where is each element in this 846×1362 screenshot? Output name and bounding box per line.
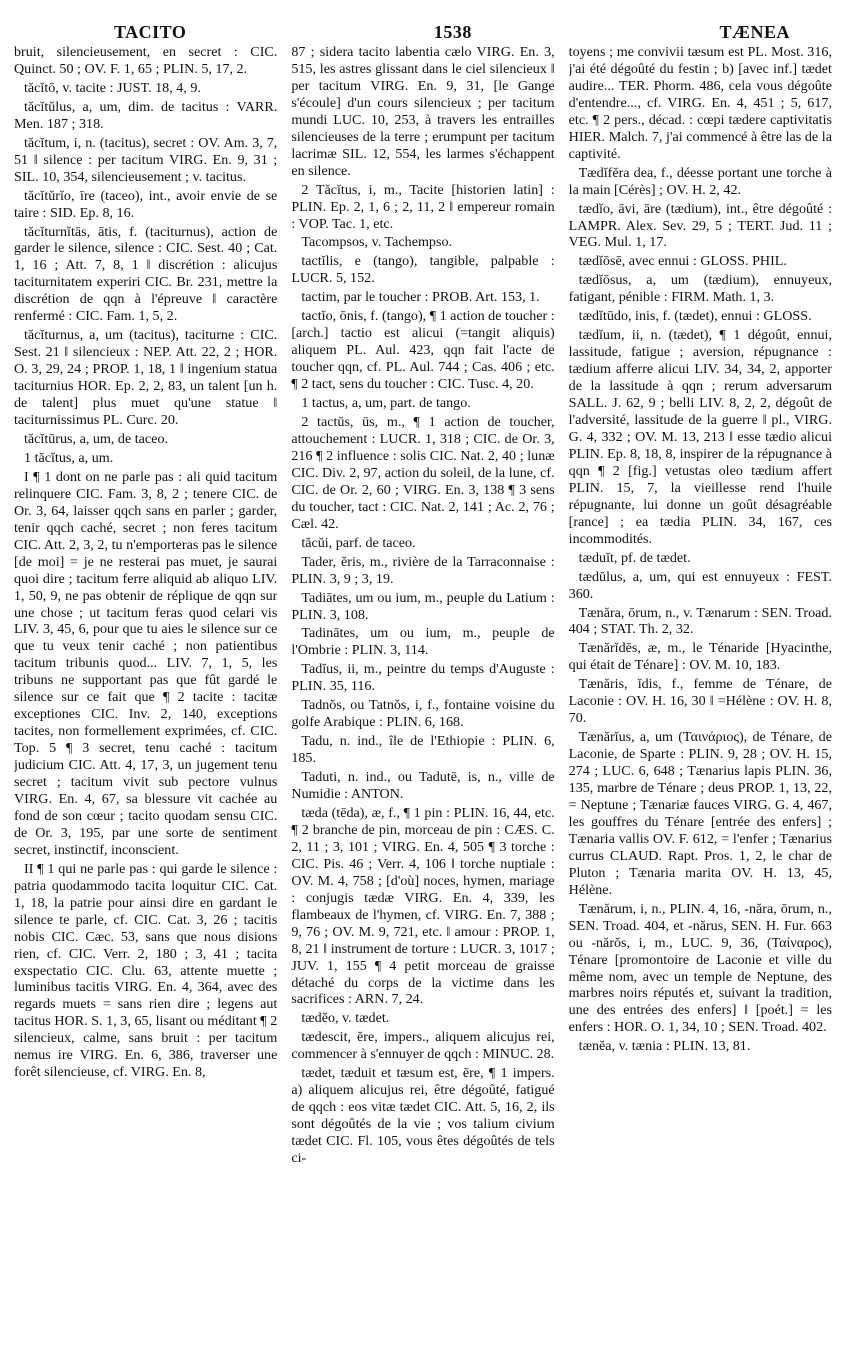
dictionary-entry: 2 tactŭs, ūs, m., ¶ 1 action de toucher, attouchement : LUCR. 1, 318 ; CIC. de Or. 3, 216 ¶ 2 influence : solis CIC. Nat. 2, 40 ; lunæ CIC. Div. 2, 97, action du soleil, de la lune, cf. CIC. de Or. 2, 60 ; VIRG. En. 3, 138 ¶ 3 sens du toucher, tact : CIC. Nat. 2, 141 ; Ac. 2, 76 ; Cæl. 42. bbox=[291, 414, 555, 532]
dictionary-entry: Tænărĭdēs, æ, m., le Ténaride [Hyacinthe, qui était de Ténare] : OV. M. 10, 183. bbox=[568, 640, 832, 674]
dictionary-entry: tăcŭi, parf. de taceo. bbox=[301, 534, 416, 551]
dictionary-entry: tactĭlis, e (tango), tangible, palpable : LUCR. 5, 152. bbox=[291, 253, 555, 287]
dictionary-entry: II ¶ 1 qui ne parle pas : qui garde le silence : patria quodammodo tacita loquitur CIC. Cat. 1, 18, la patrie pour ainsi dire en gardant le silence te parle, cf. CIC. Cat. 3, 26 ; tacitis nobis CIC. Cæc. 53, sans que nous disions rien, cf. CIC. Verr. 2, 180 ; 3, 41 ; tacita exspectatio CIC. Clu. 63, attente muette ; luminibus tacitis VIRG. En. 4, 364, avec des regards muets = sans rien dire ; legens aut tacitus HOR. S. 1, 3, 65, lisant ou méditant ¶ 2 silencieux, calme, sans bruit : per tacitum nemus ire VIRG. En. 6, 386, traverser une forêt silencieuse, cf. VIRG. En. 8, bbox=[14, 860, 278, 1081]
dictionary-entry: tăcĭturnĭtās, ātis, f. (taciturnus), action de garder le silence, silence : CIC. Sest. 40 ; Cat. 1, 16 ; Att. 7, 8, 1 ‖ discrétion : alicujus taciturnitatem experiri CIC. Br. 231, mettre la discrétion de qqn à l'épreuve ‖ caractère renfermé : CIC. Fam. 1, 5, 2. bbox=[14, 223, 278, 325]
column-middle bbox=[291, 44, 554, 1344]
column-right bbox=[569, 44, 832, 1344]
dictionary-entry: tædĕo, v. tædet. bbox=[301, 1010, 390, 1027]
dictionary-entry: tædĭum, ii, n. (tædet), ¶ 1 dégoût, ennui, lassitude, fatigue ; aversion, répugnance : tædium afferre alicui LIV. 34, 34, 2, apporter de la lassitude à qqn ; rerum adversarum SALL. J. 62, 9 ; belli LIV. 8, 2, 2, dégoût de l'adversité, lassitude de la guerre ‖ pl., VIRG. G. 4, 332 ; OV. M. 13, 213 ‖ esse tædio alicui PLIN. Ep. 8, 18, 8, inspirer de la répugnance à qqn ¶ 2 [fig.] vetustas oleo tædium affert PLIN. 15, 7, la vieillesse rend l'huile répugnante, lui donne un goût désagréable [rance] ; ea tædia PLIN. 34, 167, ces incommodités. bbox=[568, 327, 832, 547]
dictionary-entry: tactĭo, ōnis, f. (tango), ¶ 1 action de toucher : [arch.] tactio est alicui (=tangit aliquis) aliquem PL. Aul. 423, qqn fait l'acte de toucher qqn, cf. PL. Aul. 744 ; Cas. 406 ; etc. ¶ 2 tact, sens du toucher : CIC. Tusc. 4, 20. bbox=[291, 308, 555, 393]
dictionary-entry: Taduti, n. ind., ou Tadutē, is, n., ville de Numidie : ANTON. bbox=[291, 769, 555, 803]
dictionary-entry: tædĭōsus, a, um (tædium), ennuyeux, fatigant, pénible : FIRM. Math. 1, 3. bbox=[568, 272, 832, 306]
dictionary-entry: Tænăra, ōrum, n., v. Tænarum : SEN. Troad. 404 ; STAT. Th. 2, 32. bbox=[568, 604, 832, 638]
dictionary-entry: tædŭlus, a, um, qui est ennuyeux : FEST. 360. bbox=[568, 568, 832, 602]
dictionary-entry: Tænăris, ĭdis, f., femme de Ténare, de Laconie : OV. H. 16, 30 ‖ =Hélène : OV. H. 8, 70. bbox=[568, 676, 832, 727]
dictionary-entry: 1 tactus, a, um, part. de tango. bbox=[301, 395, 471, 412]
dictionary-entry: Tader, ĕris, m., rivière de la Tarraconnaise : PLIN. 3, 9 ; 3, 19. bbox=[291, 553, 555, 587]
dictionary-entry: toyens ; me convivii tæsum est PL. Most. 316, j'ai été dégoûté du festin ; b) [avec inf.] tædet audire... TER. Phorm. 486, cela vous dégoûte d'entendre..., cf. VIRG. En. 4, 451 ; 5, 617, etc. ¶ 2 pers., décad. : cœpi tædere captivitatis HIER. Malch. 7, j'ai commencé à être las de la captivité. bbox=[568, 44, 832, 162]
dictionary-entry: tædĭtūdo, inis, f. (tædet), ennui : GLOSS. bbox=[578, 308, 812, 325]
column-left bbox=[14, 44, 277, 1344]
dictionary-entry: tæda (tēda), æ, f., ¶ 1 pin : PLIN. 16, 44, etc. ¶ 2 branche de pin, morceau de pin : CÆS. C. 2, 11 ; 3, 101 ; VIRG. En. 4, 505 ¶ 3 torche : CIC. Pis. 46 ; Verr. 4, 106 ‖ torche nuptiale : OV. M. 4, 758 ; [d'où] noces, hymen, mariage : conjugis tædæ VIRG. En. 4, 339, les flambeaux de l'hymen, cf. VIRG. En. 7, 388 ; 9, 76 ; OV. M. 9, 721, etc. ‖ amour : PROP. 1, 8, 21 ‖ instrument de torture : LUCR. 3, 1017 ; JUV. 1, 155 ¶ 4 petit morceau de graisse détaché du corps de la victime dans les sacrifices : ARN. 7, 24. bbox=[291, 804, 555, 1008]
header-right-guide-word: TÆNEA bbox=[719, 22, 790, 42]
header-left-guide-word: TACITO bbox=[114, 22, 187, 42]
dictionary-entry: Tadu, n. ind., île de l'Ethiopie : PLIN. 6, 185. bbox=[291, 733, 555, 767]
dictionary-entry: tædescit, ĕre, impers., aliquem alicujus rei, commencer à s'ennuyer de qqch : MINUC. 28. bbox=[291, 1029, 555, 1063]
dictionary-entry: Tadnŏs, ou Tatnŏs, i, f., fontaine voisine du golfe Arabique : PLIN. 6, 168. bbox=[291, 697, 555, 731]
dictionary-entry: tăcĭtūrus, a, um, de taceo. bbox=[24, 430, 169, 447]
dictionary-entry: tædĭōsē, avec ennui : GLOSS. PHIL. bbox=[578, 253, 787, 270]
dictionary-entry: tæduĭt, pf. de tædet. bbox=[578, 549, 691, 566]
dictionary-entry: tædĭo, āvi, āre (tædium), int., être dégoûté : LAMPR. Alex. Sev. 29, 5 ; TERT. Jud. 11 ; VEG. Mul. 1, 17. bbox=[568, 200, 832, 251]
dictionary-entry: Tadĭus, ii, m., peintre du temps d'Auguste : PLIN. 35, 116. bbox=[291, 661, 555, 695]
dictionary-entry: Tadiātes, um ou ium, m., peuple du Latium : PLIN. 3, 108. bbox=[291, 589, 555, 623]
dictionary-entry: bruit, silencieusement, en secret : CIC. Quinct. 50 ; OV. F. 1, 65 ; PLIN. 5, 17, 2. bbox=[14, 44, 278, 77]
page-header bbox=[14, 0, 832, 44]
dictionary-entry: 1 tăcĭtus, a, um. bbox=[24, 449, 114, 466]
dictionary-entry: 87 ; sidera tacito labentia cælo VIRG. En. 3, 515, les astres glissant dans le ciel silencieux ‖ per tacitum VIRG. En. 9, 31, [le Gange s'écoule] d'un cours silencieux ; per tacitum mundi LUC. 10, 253, à travers les entrailles silencieuses de la terre ; erumpunt per tacitum lacrimæ SIL. 12, 554, les larmes s'échappent en silence. bbox=[291, 44, 555, 179]
dictionary-entry: Tænărum, i, n., PLIN. 4, 16, -năra, ōrum, n., SEN. Troad. 404, et -nărus, SEN. H. Fur. 663 ou -nărŏs, i, m., LUC. 9, 36, (Ταίναρος), Ténare [promontoire de Laconie et ville du même nom, avec un temple de Neptune, des marbres noirs réputés et, suivant la tradition, une des entrées des enfers] ‖ [poét.] = les enfers : HOR. O. 1, 34, 10 ; SEN. Troad. 402. bbox=[568, 900, 832, 1036]
dictionary-entry: tăcĭtŭlus, a, um, dim. de tacitus : VARR. Men. 187 ; 318. bbox=[14, 98, 278, 132]
dictionary-entry: Tacompsos, v. Tachempso. bbox=[301, 234, 453, 251]
text-columns bbox=[14, 44, 832, 1344]
dictionary-entry: tăcĭtō, v. tacite : JUST. 18, 4, 9. bbox=[24, 79, 201, 96]
dictionary-entry: Tænărĭus, a, um (Ταινάριος), de Ténare, de Laconie, de Sparte : PLIN. 9, 28 ; OV. H. 15, 274 ; LUC. 6, 648 ; Tænarius lapis PLIN. 36, 135, marbre de Ténare ; deus PROP. 1, 13, 22, = Neptune ; Tænariæ fauces VIRG. G. 4, 467, les gouffres du Ténare [entrée des enfers] ; Tænaria vallis OV. F. 612, = l'enfer ; Tænarius currus CLAUD. Rapt. Pros. 1, 2, le char de Pluton ; Tænaria marita OV. H. 13, 45, Hélène. bbox=[568, 729, 832, 898]
dictionary-entry: I ¶ 1 dont on ne parle pas : ali quid tacitum relinquere CIC. Fam. 3, 8, 2 ; tenere CIC. de Or. 3, 64, laisser qqch sans en parler ; garder, tenir qqch caché, secret ; non feres tacitum CIC. Att. 2, 3, 2, tu n'emporteras pas le silence [de moi] = je ne resterai pas muet, je saurai quoi dire ; tacitum ferre aliquid ab aliquo LIV. 1, 50, 9, ne pas obtenir de réplique de qqn sur une chose ; ut tacitum feras quod celari vis LIV. 3, 45, 6, pour que tu aies le silence sur ce que tu veux tenir caché ; non patientibus tacitum tribunis quod... LIV. 7, 1, 5, les tribuns ne supportant pas que fût gardé le silence sur ce fait que ¶ 2 tacite : tacitæ exceptiones CIC. Inv. 2, 140, exceptions tacites, non formellement exprimées, cf. CIC. Top. 5 ¶ 3 secret, tenu caché : tacitum judicium CIC. Att. 4, 17, 3, un jugement tenu secret ; tacitum vivit sub pectore vulnus VIRG. En. 4, 67, sa blessure vit cachée au fond de son cœur ; tacito quodam sensu CIC. de Or. 3, 195, par une sorte de sentiment secret, instinctif, inconscient. bbox=[14, 468, 278, 858]
dictionary-entry: 2 Tăcĭtus, i, m., Tacite [historien latin] : PLIN. Ep. 2, 1, 6 ; 2, 11, 2 ‖ empereur romain : VOP. Tac. 1, etc. bbox=[291, 181, 555, 232]
dictionary-entry: tăcĭturnus, a, um (tacitus), taciturne : CIC. Sest. 21 ‖ silencieux : NEP. Att. 22, 2 ; HOR. O. 3, 29, 24 ; PROP. 1, 18, 1 ‖ ingenium statua taciturnius HOR. Ep. 2, 2, 83, un talent [un h. de talent] plus muet qu'une statue ‖ taciturnissimus PL. Curc. 20. bbox=[14, 327, 278, 429]
dictionary-entry: tactim, par le toucher : PROB. Art. 153, 1. bbox=[301, 289, 540, 306]
dictionary-entry: tăcĭtum, i, n. (tacitus), secret : OV. Am. 3, 7, 51 ‖ silence : per tacitum VIRG. En. 9, 31 ; SIL. 10, 354, silencieusement ; v. tacitus. bbox=[14, 134, 278, 185]
dictionary-entry: Tadinātes, um ou ium, m., peuple de l'Ombrie : PLIN. 3, 114. bbox=[291, 625, 555, 659]
dictionary-entry: tædet, tæduit et tæsum est, ēre, ¶ 1 impers. a) aliquem alicujus rei, être dégoûté, fatigué de qqch : eos vitæ tædet CIC. Att. 5, 16, 2, ils sont dégoûtés de la vie ; vos talium civium tædet CIC. Fl. 105, vous êtes dégoûtés de tels ci- bbox=[291, 1065, 555, 1167]
dictionary-entry: tænĕa, v. tænia : PLIN. 13, 81. bbox=[578, 1038, 751, 1055]
dictionary-entry: tăcĭtŭrĭo, īre (taceo), int., avoir envie de se taire : SID. Ep. 8, 16. bbox=[14, 187, 278, 221]
page-number: 1538 bbox=[433, 22, 472, 42]
dictionary-entry: Tædĭfĕra dea, f., déesse portant une torche à la main [Cérès] ; OV. H. 2, 42. bbox=[568, 164, 832, 198]
